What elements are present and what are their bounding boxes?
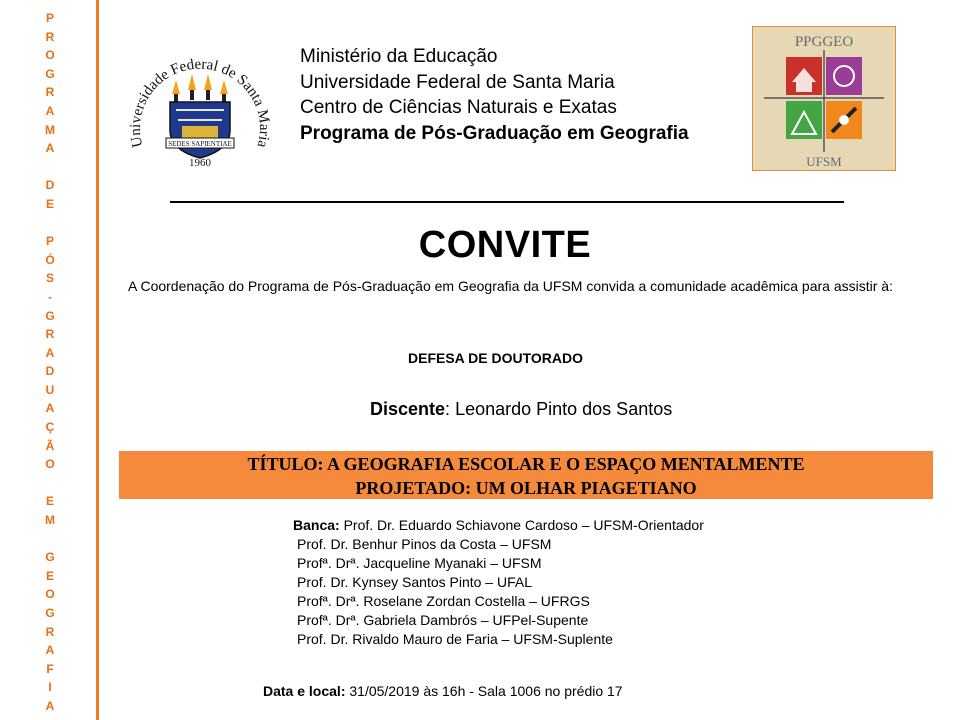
committee-member: Profª. Drª. Roselane Zordan Costella – UFRGS — [297, 593, 590, 609]
logo-globe-icon — [826, 57, 862, 95]
side-letter: A — [45, 141, 55, 156]
page-title: CONVITE — [418, 224, 592, 266]
ufsm-seal — [120, 32, 280, 172]
thesis-title-line-2: PROJETADO: UM OLHAR PIAGETIANO — [355, 478, 697, 498]
side-letter: O — [45, 457, 55, 472]
side-letter: G — [45, 66, 55, 81]
side-letter: E — [45, 196, 54, 211]
side-vertical-text — [38, 9, 62, 716]
side-letter: F — [46, 661, 54, 676]
side-letter: A — [45, 103, 55, 118]
side-letter: U — [45, 382, 55, 397]
logo-top-text: PPGGEO — [794, 34, 854, 50]
side-letter: D — [45, 178, 55, 193]
date-location-value: 31/05/2019 às 16h - Sala 1006 no prédio 17 — [345, 683, 623, 699]
side-letter: A — [45, 401, 55, 416]
side-letter: R — [45, 29, 55, 44]
committee-member: Prof. Dr. Rivaldo Mauro de Faria – UFSM-Suplente — [297, 631, 613, 647]
side-letter: R — [45, 624, 55, 639]
side-letter — [38, 530, 62, 549]
header-ministry: Ministério da Educação — [300, 46, 498, 67]
committee-member: Profª. Drª. Gabriela Dambrós – UFPel-Supente — [297, 612, 589, 628]
seal-arc-text: Universidade Federal de Santa Maria — [127, 56, 273, 150]
side-letter: G — [45, 308, 55, 323]
side-orange-rule — [96, 0, 99, 720]
logo-bottom-text: UFSM — [806, 154, 842, 169]
date-location — [263, 683, 623, 699]
side-letter: Ç — [45, 420, 55, 435]
committee-member: Prof. Dr. Eduardo Schiavone Cardoso – UFSM-Orientador — [339, 517, 704, 533]
discente-line — [370, 399, 672, 420]
header-university: Universidade Federal de Santa Maria — [300, 71, 615, 93]
side-letter: G — [45, 550, 55, 565]
side-letter: Ã — [45, 438, 55, 453]
side-letter: R — [45, 327, 55, 342]
seal-motto: SEDES SAPIENTIAE — [168, 140, 232, 148]
torches-icon — [172, 74, 228, 102]
side-letter: I — [48, 680, 52, 695]
side-letter: A — [45, 345, 55, 360]
discente-name: Leonardo Pinto dos Santos — [450, 399, 673, 419]
side-letter: P — [45, 11, 54, 25]
discente-label: Discente — [370, 399, 446, 419]
side-letter: P — [45, 234, 54, 249]
intro-paragraph: A Coordenação do Programa de Pós-Graduação em Geografia da UFSM convida a comunidade acadêmica para assistir à: — [128, 278, 893, 294]
ppggeo-logo — [752, 26, 896, 171]
side-letter: S — [45, 271, 54, 286]
committee-member: Profª. Drª. Jacqueline Myanaki – UFSM — [297, 555, 542, 571]
side-letter: R — [45, 85, 55, 100]
header-program: Programa de Pós-Graduação em Geografia — [300, 122, 689, 144]
institution-header — [300, 44, 689, 146]
side-letter: M — [45, 513, 55, 528]
side-letter: A — [45, 698, 55, 713]
side-letter: O — [45, 587, 55, 602]
header-divider — [170, 201, 844, 203]
committee-list — [293, 516, 704, 649]
discente-sep: : — [445, 399, 451, 419]
side-letter — [38, 474, 62, 493]
date-location-label: Data e local: — [263, 683, 346, 699]
committee-label: Banca: — [293, 517, 340, 533]
title-banner — [119, 451, 933, 499]
header-center: Centro de Ciências Naturais e Exatas — [300, 97, 617, 118]
thesis-title-line-1: TÍTULO: A GEOGRAFIA ESCOLAR E O ESPAÇO MENTALMENTE — [247, 454, 805, 474]
side-letter: E — [45, 568, 54, 583]
side-letter: Ó — [45, 252, 55, 267]
side-letter — [38, 158, 62, 177]
committee-member: Prof. Dr. Kynsey Santos Pinto – UFAL — [297, 574, 532, 590]
event-type: DEFESA DE DOUTORADO — [408, 350, 584, 366]
seal-year: 1960 — [189, 157, 211, 169]
side-letter: G — [45, 606, 55, 620]
side-letter: E — [45, 494, 54, 509]
side-letter: - — [48, 289, 52, 304]
committee-member: Prof. Dr. Benhur Pinos da Costa – UFSM — [297, 536, 552, 552]
committee-row — [293, 516, 704, 535]
side-letter: D — [45, 364, 55, 379]
side-letter: A — [45, 643, 55, 658]
side-letter: M — [45, 122, 55, 137]
side-letter: O — [45, 48, 55, 63]
